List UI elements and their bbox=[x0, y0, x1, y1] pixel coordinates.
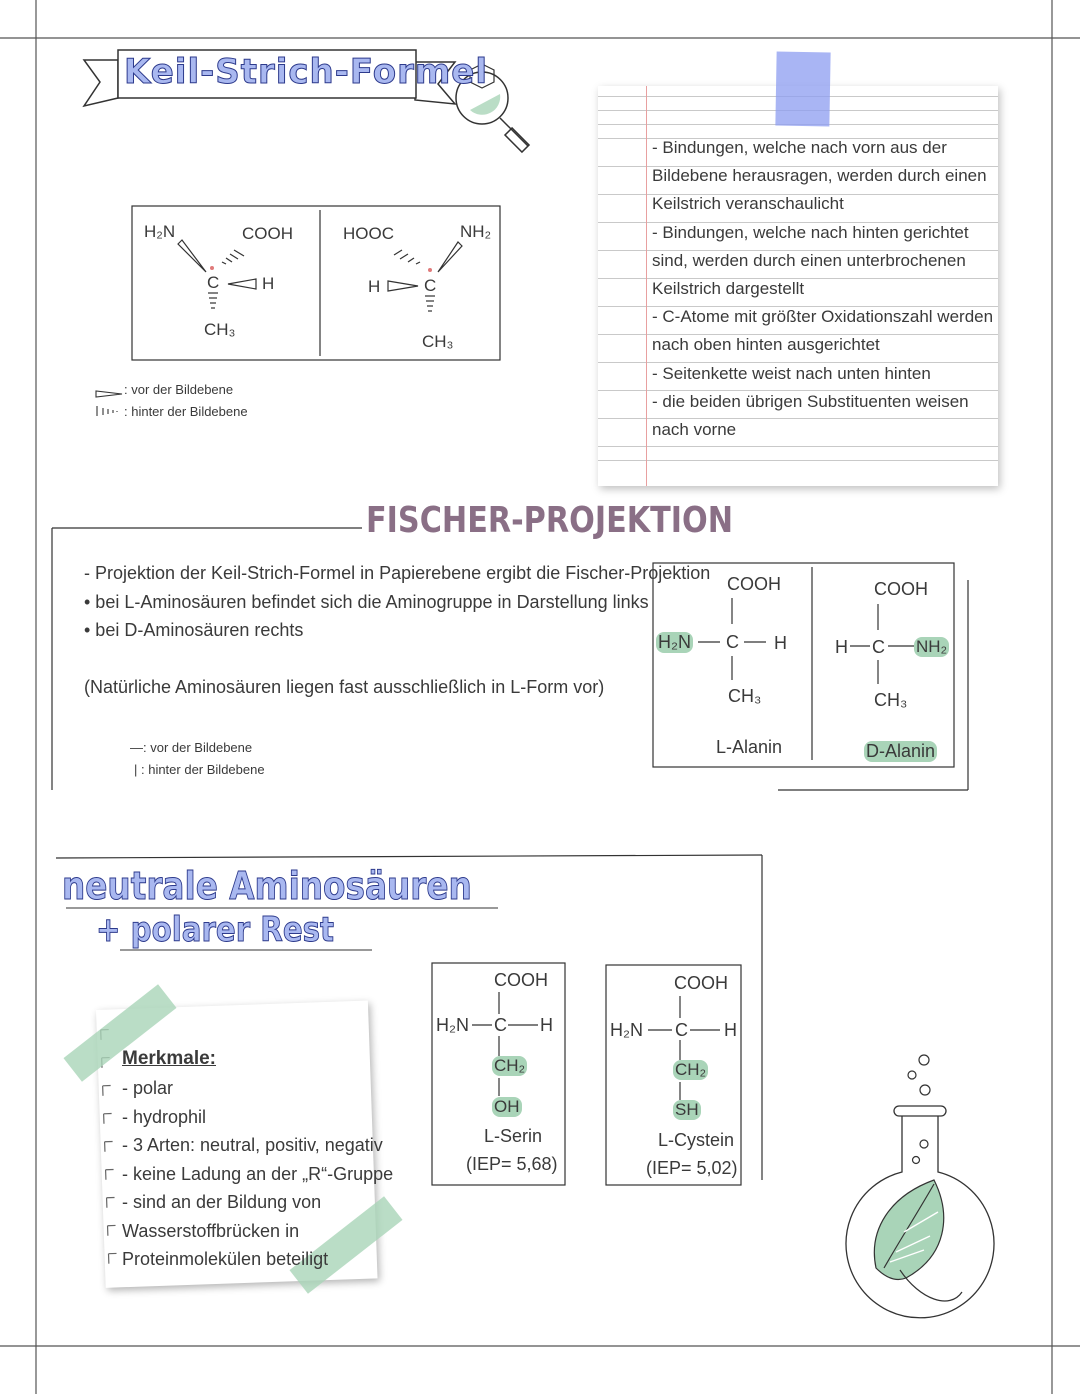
merkmal-5: - sind an der Bildung von bbox=[122, 1192, 322, 1212]
note-line-1: - Bindungen, welche nach vorn aus der bbox=[652, 138, 947, 157]
d-alanin-name: D-Alanin bbox=[866, 741, 936, 761]
serin-right: H bbox=[540, 1015, 553, 1035]
cystein-top: COOH bbox=[674, 973, 728, 993]
merkmal-7: Proteinmolekülen beteiligt bbox=[122, 1249, 329, 1269]
section3-title-1: neutrale Aminosäuren bbox=[62, 864, 472, 908]
right-bottom: CH₃ bbox=[422, 332, 454, 351]
merkmale-heading: Merkmale: bbox=[122, 1048, 216, 1069]
serin-name: L-Serin bbox=[484, 1126, 543, 1146]
merkmal-6: Wasserstoffbrücken in bbox=[122, 1220, 300, 1241]
cystein-left: H₂N bbox=[610, 1020, 643, 1040]
right-center: C bbox=[424, 276, 437, 295]
d-alanin-top: COOH bbox=[874, 579, 928, 599]
merkmal-2: - hydrophil bbox=[122, 1106, 207, 1127]
fischer-legend-front: —: vor der Bildebene bbox=[130, 740, 253, 755]
serin-iep: (IEP= 5,68) bbox=[466, 1154, 558, 1174]
cystein-right: H bbox=[724, 1020, 737, 1040]
left-center: C bbox=[207, 273, 220, 292]
serin-r1: CH₂ bbox=[494, 1056, 526, 1075]
d-alanin-right: NH₂ bbox=[916, 637, 948, 656]
note-line-6: Keilstrich dargestellt bbox=[652, 279, 805, 299]
serin-left: H₂N bbox=[436, 1015, 469, 1035]
l-alanin-left: H₂N bbox=[658, 632, 691, 652]
section1-title: Keil-Strich-Formel bbox=[124, 52, 488, 92]
merkmal-4: - keine Ladung an der „R“-Gruppe bbox=[122, 1163, 394, 1184]
note-line-7: - C-Atome mit größter Oxidationszahl werden bbox=[652, 307, 994, 327]
note-line-5: sind, werden durch einen unterbrochenen bbox=[652, 250, 966, 270]
legend-back: : hinter der Bildebene bbox=[124, 404, 248, 419]
l-alanin-name: L-Alanin bbox=[716, 737, 783, 757]
right-top-left: HOOC bbox=[343, 224, 394, 243]
cystein-iep: (IEP= 5,02) bbox=[646, 1158, 738, 1178]
note-line-10: - die beiden übrigen Substituenten weisen bbox=[652, 391, 969, 411]
serin-center: C bbox=[494, 1015, 507, 1035]
d-alanin-bottom: CH₃ bbox=[874, 690, 908, 710]
note-line-9: - Seitenkette weist nach unten hinten bbox=[652, 363, 931, 383]
fischer-note: (Natürliche Aminosäuren liegen fast ausschließlich in L-Form vor) bbox=[84, 677, 605, 697]
l-alanin-bottom: CH₃ bbox=[728, 686, 762, 706]
note-line-2: Bildebene herausragen, werden durch einen bbox=[652, 166, 987, 186]
left-top-right: COOH bbox=[242, 224, 293, 243]
serin-top: COOH bbox=[494, 970, 548, 990]
right-top-right: NH₂ bbox=[460, 222, 492, 241]
serin-r2: OH bbox=[494, 1097, 520, 1116]
d-alanin-center: C bbox=[872, 637, 885, 657]
note-line-11: nach vorne bbox=[652, 420, 737, 440]
cystein-center: C bbox=[675, 1020, 688, 1040]
section2-title: FISCHER-PROJEKTION bbox=[366, 500, 734, 541]
right-left: H bbox=[368, 277, 381, 296]
l-alanin-right: H bbox=[774, 633, 787, 653]
fischer-legend-back: | : hinter der Bildebene bbox=[134, 762, 265, 777]
l-alanin-top: COOH bbox=[727, 574, 781, 594]
fischer-line-2: • bei L-Aminosäuren befindet sich die Aminogruppe in Darstellung links bbox=[84, 592, 649, 612]
section3-title-2: + polarer Rest bbox=[96, 910, 335, 950]
legend-front: : vor der Bildebene bbox=[124, 382, 234, 397]
cystein-name: L-Cystein bbox=[658, 1130, 735, 1150]
merkmal-1: - polar bbox=[122, 1078, 174, 1098]
merkmal-3: - 3 Arten: neutral, positiv, negativ bbox=[122, 1135, 383, 1155]
note-line-3: Keilstrich veranschaulicht bbox=[652, 194, 844, 214]
d-alanin-left: H bbox=[835, 637, 848, 657]
fischer-line-1: - Projektion der Keil-Strich-Formel in Papierebene ergibt die Fischer-Projektion bbox=[84, 563, 711, 583]
note-line-8: nach oben hinten ausgerichtet bbox=[652, 335, 880, 355]
note-line-4: - Bindungen, welche nach hinten gerichtet bbox=[652, 222, 969, 242]
cystein-r1: CH₂ bbox=[675, 1060, 707, 1079]
fischer-line-3: • bei D-Aminosäuren rechts bbox=[84, 620, 304, 640]
left-top-left: H₂N bbox=[144, 222, 176, 241]
l-alanin-center: C bbox=[726, 632, 739, 652]
left-bottom: CH₃ bbox=[204, 320, 236, 339]
left-right: H bbox=[262, 274, 275, 293]
cystein-r2: SH bbox=[675, 1100, 699, 1119]
